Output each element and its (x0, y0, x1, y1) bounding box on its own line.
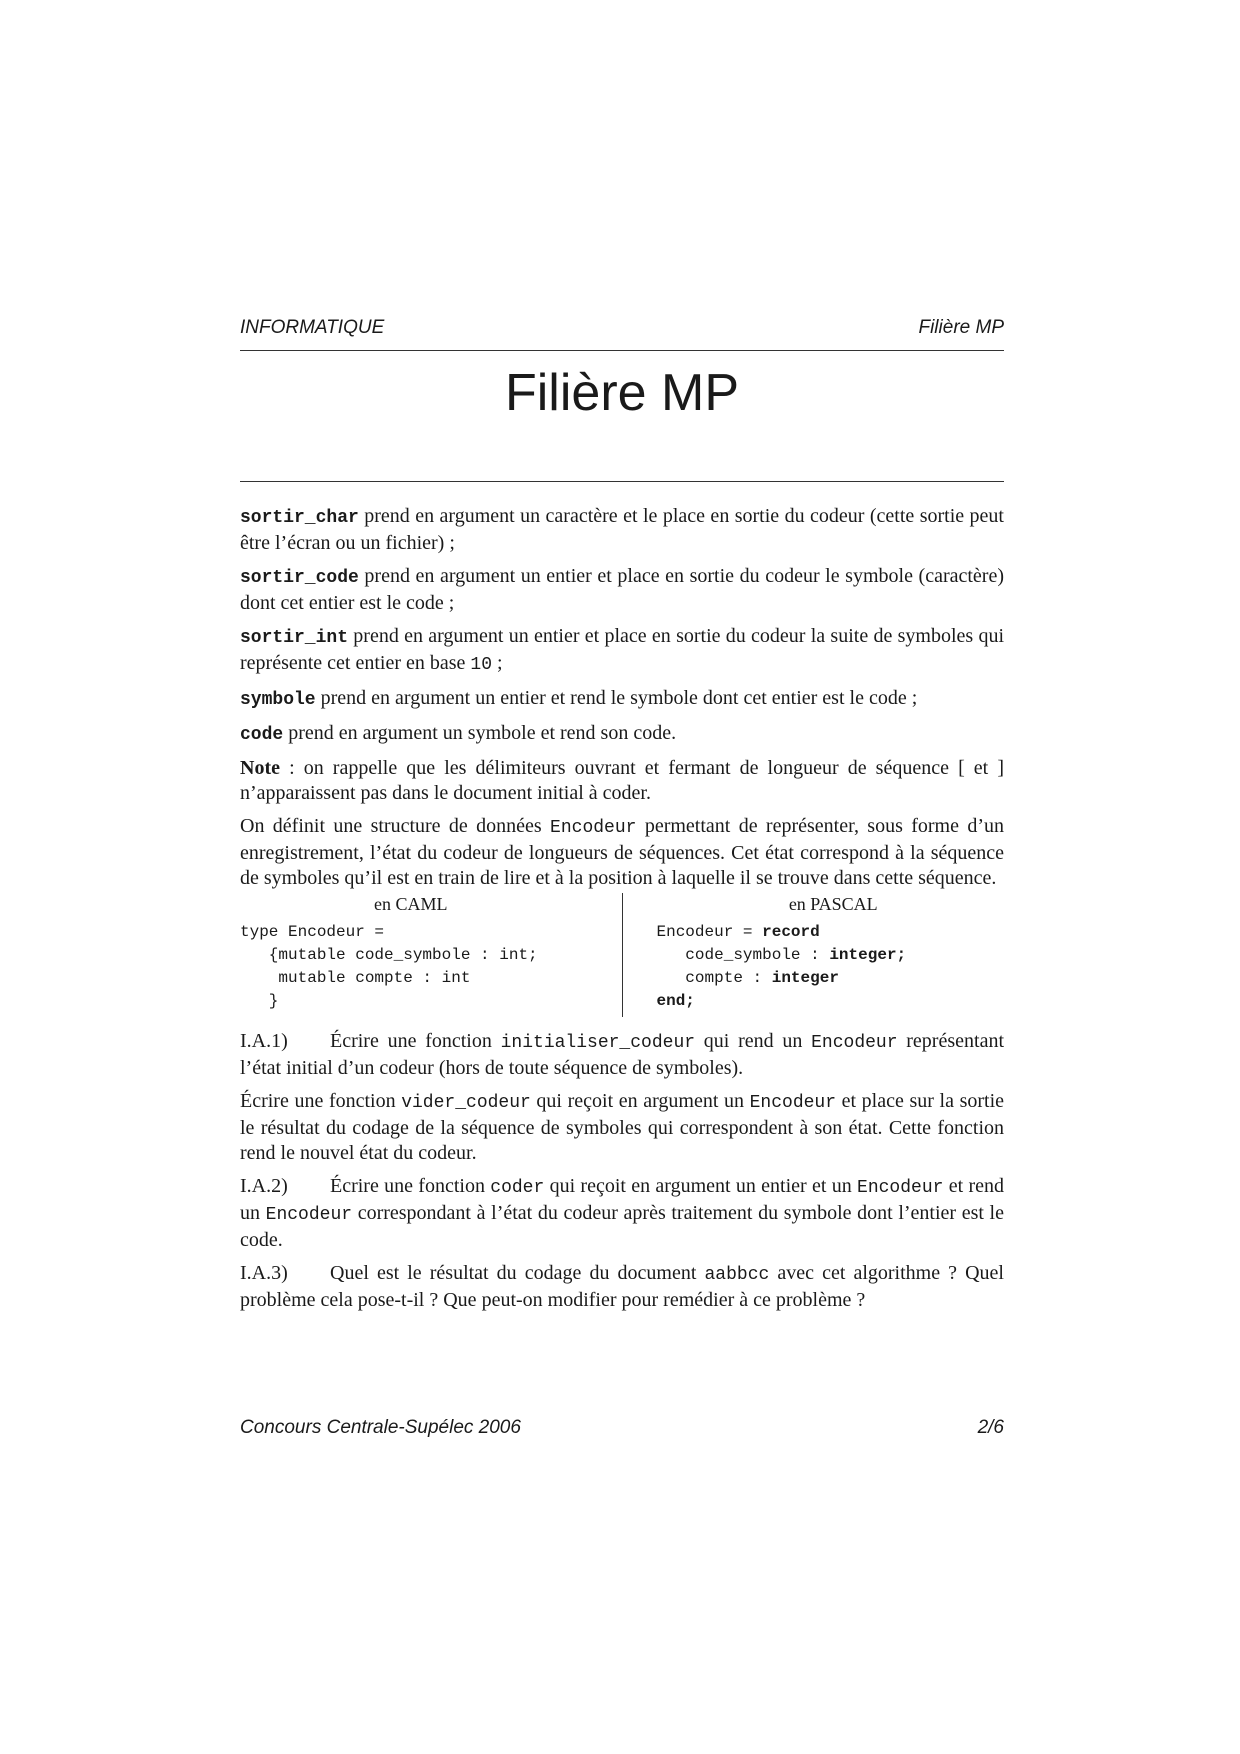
title-rule (240, 481, 1004, 482)
header-track: Filière MP (918, 317, 1004, 338)
question-label: I.A.2) (240, 1175, 288, 1197)
definition-sortir-char: sortir_char prend en argument un caractère et le place en sortie du codeur (cette sortie peut être l’écran ou un fichier) ; (240, 505, 1004, 554)
question-ia1-part2: Écrire une fonction vider_codeur qui reçoit en argument un Encodeur et place sur la sortie le résultat du codage de la séquence de symboles qui correspondent à son état. Cette fonction rend le nouvel état du codeur. (240, 1090, 1004, 1164)
page-number: 2/6 (977, 1417, 1004, 1438)
definition-symbole: symbole prend en argument un entier et rend le symbole dont cet entier est le code ; (240, 687, 918, 710)
caml-code: type Encodeur = {mutable code_symbole : int; mutable compte : int } (240, 923, 538, 1010)
definition-sortir-int: sortir_int prend en argument un entier et place en sortie du codeur la suite de symboles qui représente cet entier en base 10 ; (240, 625, 1004, 675)
page-title: Filière MP (504, 364, 740, 422)
pascal-column (623, 893, 1005, 1017)
footer-contest: Concours Centrale-Supélec 2006 (240, 1417, 521, 1438)
function-name: sortir_code (240, 568, 359, 588)
caml-heading: en CAML (374, 894, 448, 914)
header-rule (240, 350, 1004, 351)
structure-definitions (240, 893, 1004, 1017)
caml-column (240, 893, 623, 1017)
question-label: I.A.1) (240, 1030, 288, 1052)
pascal-heading: en PASCAL (788, 894, 878, 914)
note-label: Note (240, 757, 280, 779)
function-name: symbole (240, 690, 316, 710)
page-footer (240, 1416, 1004, 1440)
pascal-code: Encodeur = record code_symbole : integer; compte : integer end; (656, 923, 907, 1010)
function-name: sortir_int (240, 628, 349, 648)
function-name: code (240, 725, 284, 745)
function-name: sortir_char (240, 508, 359, 528)
page-header (240, 316, 1004, 340)
page-body (240, 504, 1004, 1321)
question-label: I.A.3) (240, 1262, 288, 1284)
question-ia2: I.A.2) Écrire une fonction coder qui reçoit en argument un entier et un Encodeur et rend un Encodeur correspondant à l’état du codeur après traitement du symbole dont l’entier est le code. (240, 1175, 1004, 1251)
question-ia1: I.A.1) Écrire une fonction initialiser_codeur qui rend un Encodeur représentant l’état initial d’un codeur (hors de toute séquence de symboles). (240, 1030, 1004, 1079)
definition-sortir-code: sortir_code prend en argument un entier et place en sortie du codeur le symbole (caractère) dont cet entier est le code ; (240, 565, 1004, 614)
structure-intro: On définit une structure de données Encodeur permettant de représenter, sous forme d’un enregistrement, l’état du codeur de longueurs de séquences. Cet état correspond à la séquence de symboles qu’il est en train de lire et à la position à laquelle il se trouve dans cette séquence. (240, 815, 1004, 889)
definition-code: code prend en argument un symbole et rend son code. (240, 722, 677, 745)
question-ia3: I.A.3) Quel est le résultat du codage du document aabbcc avec cet algorithme ? Quel problème cela pose-t-il ? Que peut-on modifier pour remédier à ce problème ? (240, 1262, 1004, 1311)
note-paragraph: Note : on rappelle que les délimiteurs ouvrant et fermant de longueur de séquence [ et ] n’apparaissent pas dans le document initial à coder. (240, 757, 1004, 804)
header-subject: INFORMATIQUE (240, 317, 385, 338)
